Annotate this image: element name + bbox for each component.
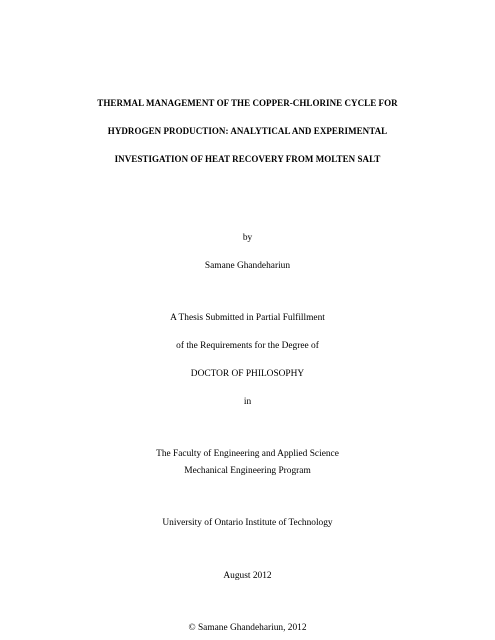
submission-line-2: of the Requirements for the Degree of xyxy=(176,341,319,351)
copyright-notice: © Samane Ghandehariun, 2012 xyxy=(188,623,307,633)
by-label: by xyxy=(242,233,253,243)
title-line-3: INVESTIGATION OF HEAT RECOVERY FROM MOLTEN SALT xyxy=(114,154,381,164)
submission-line-1: A Thesis Submitted in Partial Fulfillment xyxy=(170,313,325,323)
university-name: University of Ontario Institute of Technology xyxy=(162,518,333,528)
degree-name: DOCTOR OF PHILOSOPHY xyxy=(190,369,305,379)
author-name: Samane Ghandehariun xyxy=(204,261,291,271)
program-name: Mechanical Engineering Program xyxy=(184,466,311,476)
submission-date: August 2012 xyxy=(223,571,272,581)
in-label: in xyxy=(243,397,252,407)
title-line-2: HYDROGEN PRODUCTION: ANALYTICAL AND EXPERIMENTAL xyxy=(107,126,388,136)
faculty-name: The Faculty of Engineering and Applied Science xyxy=(156,449,339,459)
title-line-1: THERMAL MANAGEMENT OF THE COPPER-CHLORINE CYCLE FOR xyxy=(97,98,398,108)
